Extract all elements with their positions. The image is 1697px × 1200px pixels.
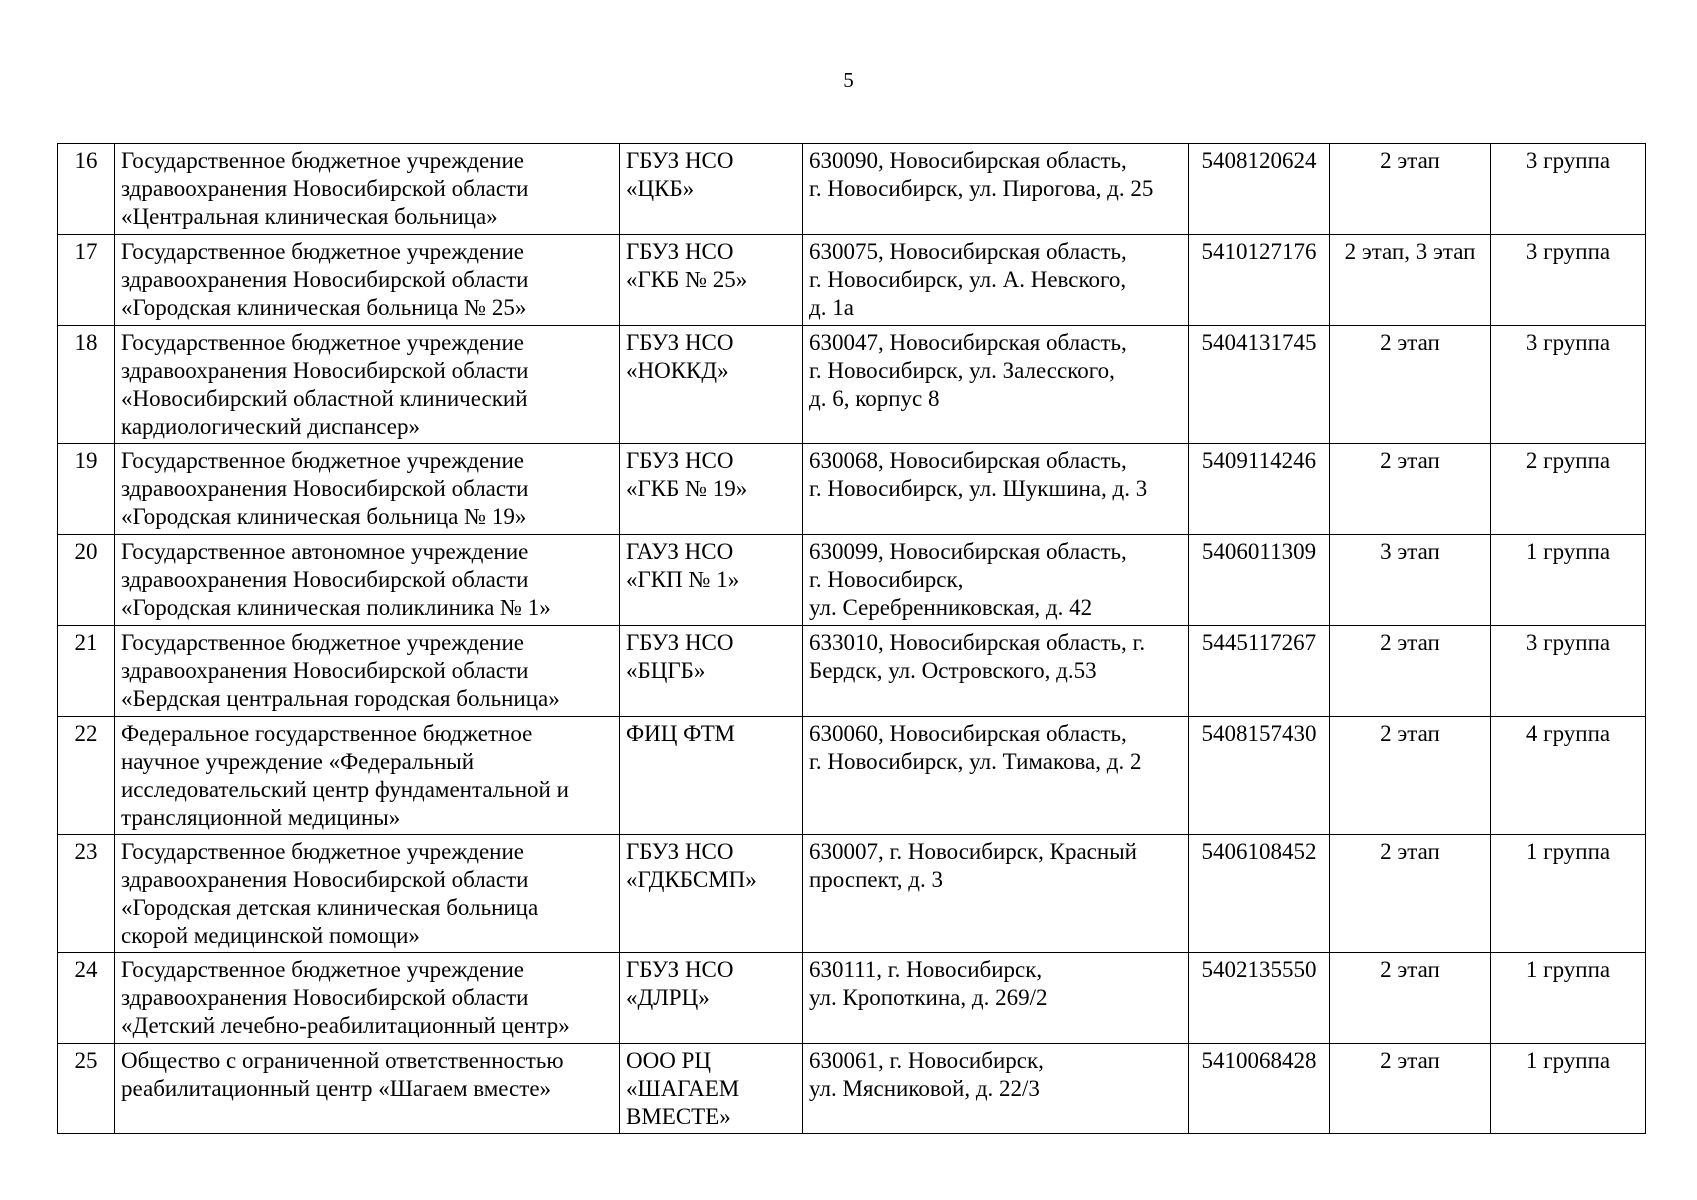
organization-address: 630060, Новосибирская область, г. Новосибирск, ул. Тимакова, д. 2 bbox=[803, 717, 1189, 835]
table-row bbox=[58, 235, 1646, 326]
organization-address: 630068, Новосибирская область, г. Новосибирск, ул. Шукшина, д. 3 bbox=[803, 444, 1189, 535]
organization-inn: 5410068428 bbox=[1189, 1044, 1330, 1134]
organization-inn: 5406011309 bbox=[1189, 535, 1330, 626]
organization-name: Государственное бюджетное учреждение здравоохранения Новосибирской области «Центральная клиническая больница» bbox=[115, 144, 620, 235]
organization-address: 633010, Новосибирская область, г. Бердск, ул. Островского, д.53 bbox=[803, 626, 1189, 717]
row-number: 24 bbox=[58, 953, 115, 1044]
organization-short-name: ООО РЦ «ШАГАЕМ ВМЕСТЕ» bbox=[620, 1044, 803, 1134]
table-body bbox=[58, 144, 1646, 1134]
table-row bbox=[58, 444, 1646, 535]
organization-stage: 2 этап bbox=[1330, 953, 1491, 1044]
organization-address: 630099, Новосибирская область, г. Новосибирск, ул. Серебренниковская, д. 42 bbox=[803, 535, 1189, 626]
organization-short-name: ГАУЗ НСО «ГКП № 1» bbox=[620, 535, 803, 626]
row-number: 17 bbox=[58, 235, 115, 326]
table-row bbox=[58, 717, 1646, 835]
organization-stage: 2 этап bbox=[1330, 444, 1491, 535]
organization-short-name: ГБУЗ НСО «ГКБ № 19» bbox=[620, 444, 803, 535]
organization-name: Федеральное государственное бюджетное научное учреждение «Федеральный исследовательский центр фундаментальной и трансляционной медицины» bbox=[115, 717, 620, 835]
page-number: 5 bbox=[843, 68, 854, 92]
table-row bbox=[58, 535, 1646, 626]
organization-name: Государственное бюджетное учреждение здравоохранения Новосибирской области «Городская клиническая больница № 25» bbox=[115, 235, 620, 326]
organization-name: Государственное бюджетное учреждение здравоохранения Новосибирской области «Бердская центральная городская больница» bbox=[115, 626, 620, 717]
organization-short-name: ФИЦ ФТМ bbox=[620, 717, 803, 835]
organization-group: 3 группа bbox=[1491, 326, 1646, 444]
organization-name: Государственное автономное учреждение здравоохранения Новосибирской области «Городская клиническая поликлиника № 1» bbox=[115, 535, 620, 626]
organization-name: Государственное бюджетное учреждение здравоохранения Новосибирской области «Новосибирский областной клинический кардиологический диспансер» bbox=[115, 326, 620, 444]
row-number: 18 bbox=[58, 326, 115, 444]
row-number: 19 bbox=[58, 444, 115, 535]
organization-name: Общество с ограниченной ответственностью реабилитационный центр «Шагаем вместе» bbox=[115, 1044, 620, 1134]
organization-address: 630047, Новосибирская область, г. Новосибирск, ул. Залесского, д. 6, корпус 8 bbox=[803, 326, 1189, 444]
organization-address: 630007, г. Новосибирск, Красный проспект, д. 3 bbox=[803, 835, 1189, 953]
organization-group: 4 группа bbox=[1491, 717, 1646, 835]
organization-name: Государственное бюджетное учреждение здравоохранения Новосибирской области «Городская клиническая больница № 19» bbox=[115, 444, 620, 535]
organization-group: 1 группа bbox=[1491, 535, 1646, 626]
organization-stage: 2 этап bbox=[1330, 326, 1491, 444]
table-row bbox=[58, 835, 1646, 953]
row-number: 16 bbox=[58, 144, 115, 235]
organization-group: 1 группа bbox=[1491, 953, 1646, 1044]
organization-group: 3 группа bbox=[1491, 626, 1646, 717]
organization-inn: 5404131745 bbox=[1189, 326, 1330, 444]
row-number: 22 bbox=[58, 717, 115, 835]
organization-short-name: ГБУЗ НСО «БЦГБ» bbox=[620, 626, 803, 717]
organization-stage: 3 этап bbox=[1330, 535, 1491, 626]
organization-group: 1 группа bbox=[1491, 1044, 1646, 1134]
organization-inn: 5410127176 bbox=[1189, 235, 1330, 326]
table-row bbox=[58, 953, 1646, 1044]
table-row bbox=[58, 326, 1646, 444]
organization-inn: 5408120624 bbox=[1189, 144, 1330, 235]
organization-short-name: ГБУЗ НСО «НОККД» bbox=[620, 326, 803, 444]
organization-name: Государственное бюджетное учреждение здравоохранения Новосибирской области «Городская детская клиническая больница скорой медицинской помощи» bbox=[115, 835, 620, 953]
organization-address: 630061, г. Новосибирск, ул. Мясниковой, д. 22/3 bbox=[803, 1044, 1189, 1134]
row-number: 21 bbox=[58, 626, 115, 717]
organization-stage: 2 этап bbox=[1330, 144, 1491, 235]
organization-inn: 5445117267 bbox=[1189, 626, 1330, 717]
table-row bbox=[58, 144, 1646, 235]
organization-group: 3 группа bbox=[1491, 144, 1646, 235]
row-number: 20 bbox=[58, 535, 115, 626]
organization-short-name: ГБУЗ НСО «ДЛРЦ» bbox=[620, 953, 803, 1044]
organization-address: 630111, г. Новосибирск, ул. Кропоткина, д. 269/2 bbox=[803, 953, 1189, 1044]
row-number: 25 bbox=[58, 1044, 115, 1134]
organization-group: 1 группа bbox=[1491, 835, 1646, 953]
organization-inn: 5409114246 bbox=[1189, 444, 1330, 535]
organization-address: 630090, Новосибирская область, г. Новосибирск, ул. Пирогова, д. 25 bbox=[803, 144, 1189, 235]
organization-group: 3 группа bbox=[1491, 235, 1646, 326]
organization-name: Государственное бюджетное учреждение здравоохранения Новосибирской области «Детский лечебно-реабилитационный центр» bbox=[115, 953, 620, 1044]
table-row bbox=[58, 626, 1646, 717]
organization-stage: 2 этап bbox=[1330, 717, 1491, 835]
organization-stage: 2 этап bbox=[1330, 626, 1491, 717]
organization-stage: 2 этап bbox=[1330, 835, 1491, 953]
organization-group: 2 группа bbox=[1491, 444, 1646, 535]
organization-stage: 2 этап, 3 этап bbox=[1330, 235, 1491, 326]
organizations-table bbox=[57, 143, 1646, 1134]
organization-inn: 5406108452 bbox=[1189, 835, 1330, 953]
row-number: 23 bbox=[58, 835, 115, 953]
organization-short-name: ГБУЗ НСО «ЦКБ» bbox=[620, 144, 803, 235]
organization-stage: 2 этап bbox=[1330, 1044, 1491, 1134]
table-row bbox=[58, 1044, 1646, 1134]
organization-address: 630075, Новосибирская область, г. Новосибирск, ул. А. Невского, д. 1а bbox=[803, 235, 1189, 326]
organization-inn: 5402135550 bbox=[1189, 953, 1330, 1044]
organization-short-name: ГБУЗ НСО «ГДКБСМП» bbox=[620, 835, 803, 953]
organization-inn: 5408157430 bbox=[1189, 717, 1330, 835]
organization-short-name: ГБУЗ НСО «ГКБ № 25» bbox=[620, 235, 803, 326]
